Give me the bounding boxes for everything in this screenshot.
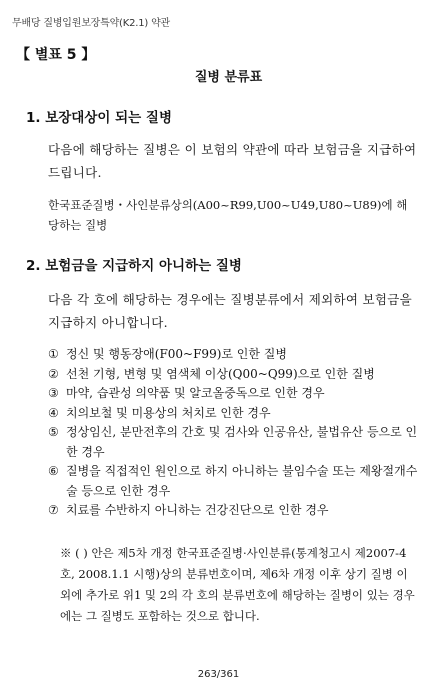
item-text: 치의보철 및 미용상의 처치로 인한 경우 [66,405,271,420]
section-1-paragraph: 다음에 해당하는 질병은 이 보험의 약관에 따라 보험금을 지급하여 드립니다. [48,142,417,180]
item-marker: ③ [48,386,59,400]
annex-label: 【 별표 5 】 [16,47,96,63]
list-item [48,345,418,365]
item-marker: ⑦ [48,503,59,517]
item-marker: ④ [48,405,59,420]
list-item [48,365,418,385]
item-text: 정신 및 행동장애(F00~F99)로 인한 질병 [66,347,287,361]
list-item [48,404,418,424]
section-2-paragraph: 다음 각 호에 해당하는 경우에는 질병분류에서 제외하여 보험금을 지급하지 아니합니다. [48,292,413,330]
item-text: 마약, 습관성 의약품 및 알코올중독으로 인한 경우 [66,386,325,400]
list-item [48,423,418,462]
item-marker: ① [48,347,59,361]
section-1-heading: 1. 보장대상이 되는 질병 [26,110,172,126]
section-1-scope-paragraph: 한국표준질병・사인분류상의(A00~R99,U00~U49,U80~U89)에 해당하는 질병 [48,198,408,232]
list-item [48,462,418,501]
classification-note: ※ ( ) 안은 제5차 개정 한국표준질병·사인분류(통계청고시 제2007-4호, 2008.1.1 시행)상의 분류번호이며, 제6차 개정 이후 상기 질병 이외에 추가로 위1 및 2의 각 호의 분류번호에 해당하는 질병이 있는 경우에는 그 질병도 포함하는 것으로 합니다. [60,546,415,623]
exclusion-list [48,345,418,521]
item-text: 선천 기형, 변형 및 염색체 이상(Q00~Q99)으로 인한 질병 [66,366,375,381]
page-title: 질병 분류표 [194,70,263,85]
item-text: 치료를 수반하지 아니하는 건강진단으로 인한 경우 [66,503,329,517]
document-header: 무배당 질병입원보장특약(K2.1) 약관 [12,18,171,29]
item-text: 질병을 직접적인 원인으로 하지 아니하는 불임수술 또는 제왕절개수술 등으로 인한 경우 [66,464,418,498]
page-number: 263/361 [197,669,240,680]
item-text: 정상임신, 분만전후의 간호 및 검사와 인공유산, 불법유산 등으로 인한 경우 [66,425,418,459]
item-marker: ⑤ [48,425,59,439]
item-marker: ⑥ [48,464,59,478]
section-2-heading: 2. 보험금을 지급하지 아니하는 질병 [26,258,242,274]
item-marker: ② [48,366,59,381]
list-item [48,501,418,521]
list-item [48,384,418,404]
